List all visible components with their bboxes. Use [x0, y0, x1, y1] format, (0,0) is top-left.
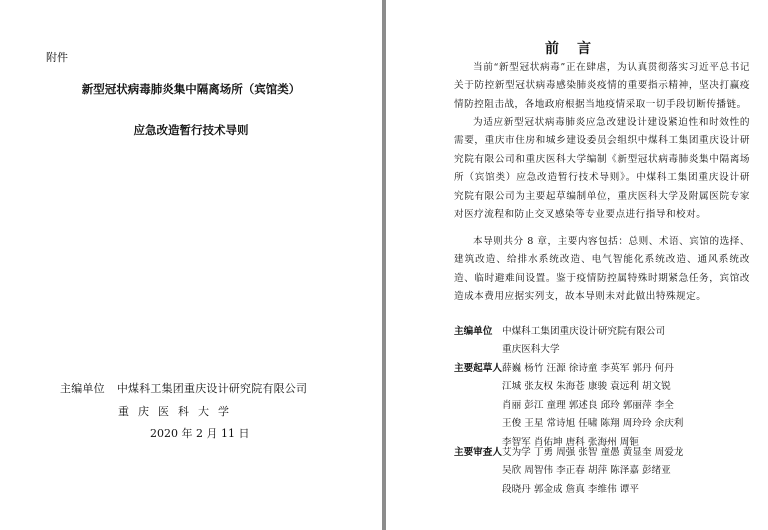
reviewers-line: 艾为学 丁勇 周强 张智 童愚 黄显奎 周爱龙: [502, 447, 684, 458]
drafters-label: 主要起草人: [454, 363, 502, 374]
unit-label: 主编单位: [454, 326, 493, 337]
drafters-line: 李智军 肖佑坤 唐科 张海州 周钷: [502, 436, 639, 448]
editor-label: 主编单位: [60, 382, 105, 395]
editor-org-2: 重庆医科大学: [118, 405, 238, 418]
unit-line: 中煤科工集团重庆设计研究院有限公司: [502, 326, 666, 337]
preface-paragraph: 本导则共分 8 章，主要内容包括：总则、术语、宾馆的选择、建筑改造、给排水系统改造、电气智能化系统改造、通风系统改造、临时避难间设置。鉴于疫情防控属特殊时期紧急任务，宾馆改造成本费用应据实列支，故本导则未对此做出特殊规定。: [454, 236, 750, 303]
reviewers-line: 吴欣 周智伟 李正春 胡萍 陈泽嘉 彭绪亚: [502, 465, 671, 477]
document-subtitle: 应急改造暂行技术导则: [133, 123, 249, 137]
drafters-line: 江城 张友权 朱海苍 康骏 袁远利 胡文锐: [502, 381, 671, 393]
left-page: [0, 0, 382, 530]
preface-paragraph: 为适应新型冠状病毒肺炎应急改建设计建设紧迫性和时效性的需要，重庆市住房和城乡建设委员会组织中煤科工集团重庆设计研究院有限公司和重庆医科大学编制《新型冠状病毒肺炎集中隔离场所（宾馆类）应急改造暂行技术导则》。中煤科工集团重庆设计研究院有限公司为主要起草编制单位，重庆医科大学及附属医院专家对医疗流程和防止交叉感染等专业要点进行指导和校对。: [454, 117, 750, 221]
reviewers-list: [502, 444, 757, 499]
drafters-list: [502, 360, 757, 452]
publish-date: 2020 年 2 月 11 日: [150, 427, 250, 440]
document-title: 新型冠状病毒肺炎集中隔离场所（宾馆类）: [81, 82, 301, 96]
reviewers-label: 主要审查人: [454, 447, 502, 458]
editor-row: [60, 380, 307, 396]
drafters-line: 王俊 王星 常诗旭 任啸 陈翔 周玲玲 余庆利: [502, 418, 684, 430]
editor-org-1: 中煤科工集团重庆设计研究院有限公司: [116, 382, 308, 395]
unit-line: 重庆医科大学: [502, 344, 560, 356]
right-page: [386, 0, 768, 530]
drafters-line: 肖丽 彭江 童理 郭述良 邱玲 郭丽萍 李全: [502, 399, 674, 411]
attachment-label: 附件: [46, 51, 68, 64]
drafters-line: 薛巍 杨竹 汪源 徐诗童 李英军 郭丹 何丹: [502, 363, 674, 374]
unit-list: [502, 323, 757, 360]
preface-paragraph: 当前“新型冠状病毒”正在肆虐，为认真贯彻落实习近平总书记关于防控新型冠状病毒感染肺炎疫情的重要指示精神，坚决打赢疫情防控阻击战，各地政府根据当地疫情采取一切手段切断传播链。: [454, 62, 750, 110]
reviewers-line: 段晓丹 郭金成 詹真 李维伟 谭平: [502, 483, 639, 495]
preface-title: 前言: [545, 41, 609, 57]
